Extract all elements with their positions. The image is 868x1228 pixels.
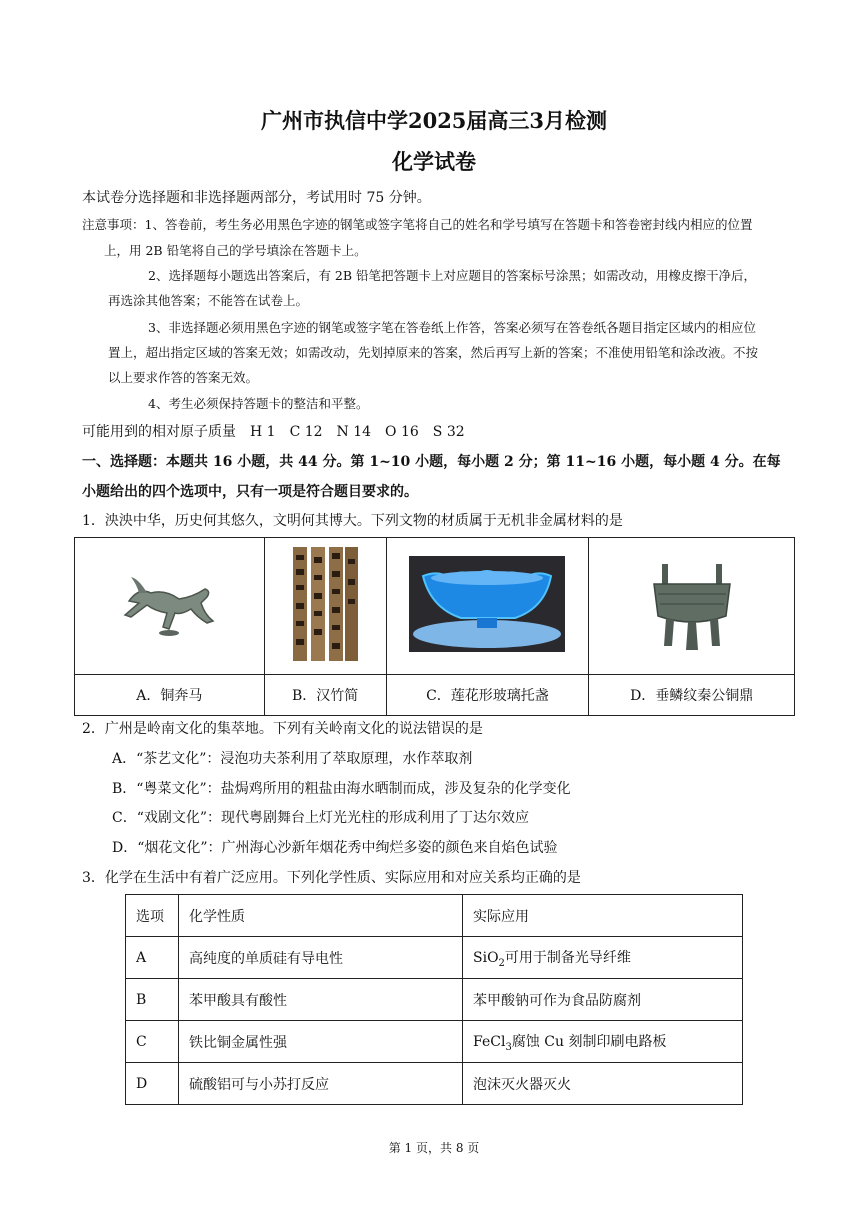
q3-row-d-application: 泡沫灭火器灭火 (463, 1063, 743, 1105)
q3-row-d-option: D (126, 1063, 179, 1105)
q3-row-a-option: A (126, 937, 179, 979)
q2-option-c: C．“戏剧文化”：现代粤剧舞台上灯光光柱的形成利用了丁达尔效应 (112, 810, 530, 826)
artifact-image-a (75, 538, 265, 675)
q2-option-a: A．“茶艺文化”：浸泡功夫茶利用了萃取原理，水作萃取剂 (112, 751, 473, 767)
q3-row-b-property: 苯甲酸具有酸性 (179, 979, 463, 1021)
exam-subtitle: 化学试卷 (392, 149, 476, 174)
table-row (126, 979, 743, 1021)
note-3c: 以上要求作答的答案无效。 (108, 370, 259, 385)
q3-row-c-application: FeCl$_3$腐蚀 Cu 刻制印刷电路板 (463, 1021, 743, 1063)
note-3a: 3、非选择题必须用黑色字迹的钢笔或签字笔在答卷纸上作答，答案必须写在答卷纸各题目指定区域内的相应位 (148, 320, 756, 335)
q3-row-d-property: 硫酸铝可与小苏打反应 (179, 1063, 463, 1105)
q2-stem: 2．广州是岭南文化的集萃地。下列有关岭南文化的说法错误的是 (82, 721, 483, 737)
bronze-horse-icon (109, 559, 229, 649)
q3-header-property: 化学性质 (179, 895, 463, 937)
q3-header-option: 选项 (126, 895, 179, 937)
table-row (126, 1063, 743, 1105)
note-4: 4、考生必须保持答题卡的整洁和平整。 (148, 396, 369, 411)
q3-header-application: 实际应用 (463, 895, 743, 937)
note-2b: 再选涂其他答案；不能答在试卷上。 (108, 293, 309, 308)
q3-row-c-option: C (126, 1021, 179, 1063)
note-2a: 2、选择题每小题选出答案后，有 2B 铅笔把答题卡上对应题目的答案标号涂黑；如需改动，用橡皮擦干净后， (148, 268, 757, 283)
bamboo-slips-icon (289, 545, 361, 663)
section1-line2: 小题给出的四个选项中，只有一项是符合题目要求的。 (82, 484, 418, 500)
q2-option-d: D．“烟花文化”：广州海心沙新年烟花秀中绚烂多姿的颜色来自焰色试验 (112, 840, 558, 856)
artifact-image-d (589, 538, 795, 675)
q3-table (125, 894, 743, 1105)
atomic-masses: 可能用到的相对原子质量 H 1 C 12 N 14 O 16 S 32 (82, 424, 465, 440)
section1-line1: 一、选择题：本题共 16 小题，共 44 分。第 1~10 小题，每小题 2 分；第 11~16 小题，每小题 4 分。在每 (82, 454, 781, 470)
q3-row-a-application: SiO$_2$可用于制备光导纤维 (463, 937, 743, 979)
q3-row-a-property: 高纯度的单质硅有导电性 (179, 937, 463, 979)
glass-lotus-cup-icon (409, 556, 565, 652)
q1-artifact-table (74, 537, 795, 716)
note-1a: 注意事项：1、答卷前，考生务必用黑色字迹的钢笔或签字笔将自己的姓名和学号填写在答题卡和答卷密封线内相应的位置 (82, 217, 753, 232)
q3-row-b-option: B (126, 979, 179, 1021)
artifact-image-b (264, 538, 386, 675)
intro-text: 本试卷分选择题和非选择题两部分，考试用时 75 分钟。 (82, 190, 431, 206)
q1-option-b: B．汉竹简 (264, 675, 386, 716)
q1-option-a: A．铜奔马 (75, 675, 265, 716)
q1-option-c: C．莲花形玻璃托盏 (386, 675, 589, 716)
bronze-ding-icon (642, 554, 742, 654)
note-3b: 置上，超出指定区域的答案无效；如需改动，先划掉原来的答案，然后再写上新的答案；不准使用铅笔和涂改液。不按 (108, 345, 759, 360)
table-row (126, 937, 743, 979)
q3-row-b-application: 苯甲酸钠可作为食品防腐剂 (463, 979, 743, 1021)
q2-option-b: B．“粤菜文化”：盐焗鸡所用的粗盐由海水晒制而成，涉及复杂的化学变化 (112, 781, 571, 797)
q1-stem: 1．泱泱中华，历史何其悠久，文明何其博大。下列文物的材质属于无机非金属材料的是 (82, 513, 623, 529)
exam-title: 广州市执信中学2025届高三3月检测 (260, 108, 608, 133)
q3-row-c-property: 铁比铜金属性强 (179, 1021, 463, 1063)
q3-stem: 3．化学在生活中有着广泛应用。下列化学性质、实际应用和对应关系均正确的是 (82, 870, 581, 886)
artifact-image-c (386, 538, 589, 675)
q1-option-d: D．垂鳞纹秦公铜鼎 (589, 675, 795, 716)
page-footer: 第 1 页，共 8 页 (388, 1141, 480, 1155)
note-1b: 上，用 2B 铅笔将自己的学号填涂在答题卡上。 (104, 243, 367, 258)
table-row (126, 1021, 743, 1063)
